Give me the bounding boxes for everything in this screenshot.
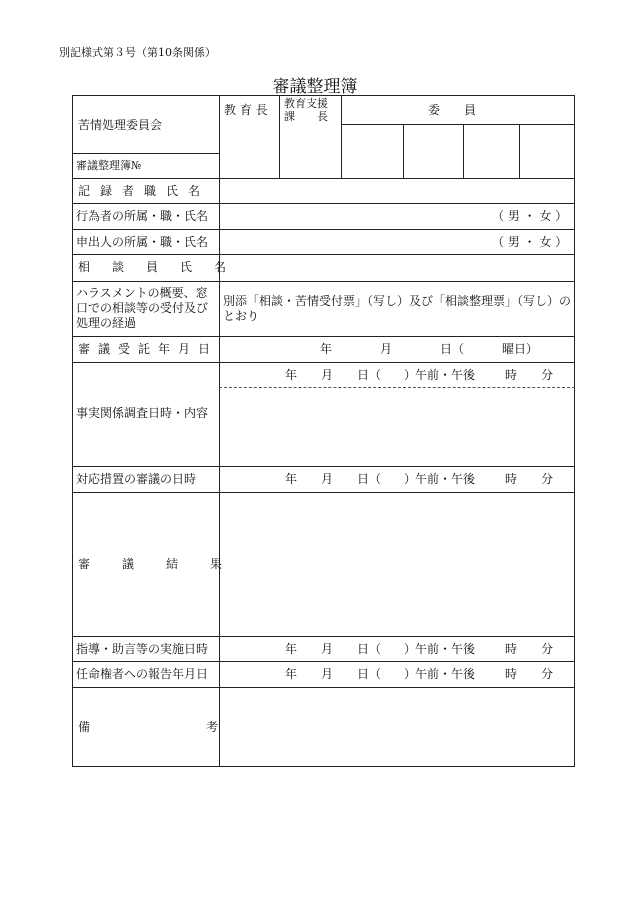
superintendent-header: 教 育 長 (224, 103, 268, 117)
committee-divider-5 (519, 124, 520, 178)
committee-label: 苦情処理委員会 (78, 118, 163, 132)
referral-weekday: 曜日） (502, 342, 539, 356)
ampm-text: 午前・午後 (415, 472, 476, 486)
ampm-text: 午前・午後 (415, 667, 476, 681)
members-header: 委 員 (428, 103, 477, 117)
year-text: 年 (285, 472, 298, 486)
record-no-label: 審議整理簿№ (76, 159, 142, 172)
day-text: 日（ (357, 667, 382, 681)
measure-datetime (73, 473, 575, 487)
support-head-header-line2: 課 長 (284, 110, 328, 123)
measure-date-label: 対応措置の審議の日時 (76, 472, 197, 486)
day-text: 日（ (357, 642, 382, 656)
day-text: 日（ (357, 368, 382, 382)
month-text: 月 (321, 472, 334, 486)
committee-divider-4 (463, 124, 464, 178)
support-head-header-line1: 教育支援 (284, 97, 328, 110)
hour-text: 時 (505, 642, 518, 656)
month-text: 月 (321, 642, 334, 656)
minute-text: 分 (541, 472, 554, 486)
result-label: 審議結果 (78, 557, 255, 571)
counselor-label: 相談員氏名 (78, 260, 249, 274)
document-title: 審議整理簿 (272, 77, 358, 97)
row-line (73, 466, 575, 467)
year-text: 年 (285, 642, 298, 656)
year-text: 年 (285, 368, 298, 382)
minute-text: 分 (541, 667, 554, 681)
year-text: 年 (285, 667, 298, 681)
row-line (73, 687, 575, 688)
ampm-text: 午前・午後 (415, 368, 476, 382)
committee-divider-3 (403, 124, 404, 178)
row-line (73, 492, 575, 493)
ampm-text: 午前・午後 (415, 642, 476, 656)
close-paren-text: ） (404, 667, 417, 681)
hour-text: 時 (505, 368, 518, 382)
committee-divider-1 (279, 96, 280, 178)
investigation-datetime (73, 369, 575, 383)
form-table (72, 95, 575, 767)
day-text: 日（ (357, 472, 382, 486)
remarks-label: 備考 (78, 720, 335, 734)
dashed-separator (219, 387, 575, 388)
recorder-label: 記録者職氏名 (78, 184, 211, 198)
minute-text: 分 (541, 642, 554, 656)
close-paren-text: ） (404, 642, 417, 656)
applicant-label: 申出人の所属・職・氏名 (76, 235, 209, 249)
record-no-line (73, 153, 219, 154)
investigation-label: 事実関係調査日時・内容 (76, 406, 209, 420)
month-text: 月 (321, 368, 334, 382)
referral-month: 月 (380, 342, 393, 356)
committee-divider-2 (341, 96, 342, 178)
close-paren-text: ） (404, 472, 417, 486)
actor-label: 行為者の所属・職・氏名 (76, 209, 209, 223)
guidance-datetime (73, 643, 575, 657)
actor-gender: （ 男 ・ 女 ） (492, 209, 568, 223)
guidance-date-label: 指導・助言等の実施日時 (76, 642, 209, 656)
month-text: 月 (321, 667, 334, 681)
harassment-label: ハラスメントの概要、窓口での相談等の受付及び処理の経過 (76, 286, 209, 330)
row-line (73, 362, 575, 363)
members-header-line (341, 124, 575, 125)
row-line (73, 254, 575, 255)
referral-year: 年 (320, 342, 333, 356)
row-line (73, 178, 575, 179)
referral-day: 日（ (440, 342, 465, 356)
hour-text: 時 (505, 667, 518, 681)
form-number: 別記様式第３号（第10条関係） (59, 46, 216, 59)
applicant-gender: （ 男 ・ 女 ） (492, 235, 568, 249)
row-line (73, 203, 575, 204)
report-datetime (73, 668, 575, 682)
minute-text: 分 (541, 368, 554, 382)
row-line (73, 229, 575, 230)
row-line (73, 661, 575, 662)
row-line (73, 281, 575, 282)
row-line (73, 336, 575, 337)
report-date-label: 任命権者への報告年月日 (76, 667, 209, 681)
label-column-divider (219, 96, 220, 767)
harassment-value: 別添「相談・苦情受付票」（写し）及び「相談整理票」（写し）のとおり (223, 294, 572, 323)
close-paren-text: ） (404, 368, 417, 382)
row-line (73, 636, 575, 637)
hour-text: 時 (505, 472, 518, 486)
referral-date-label: 審議受託年月日 (78, 342, 219, 356)
